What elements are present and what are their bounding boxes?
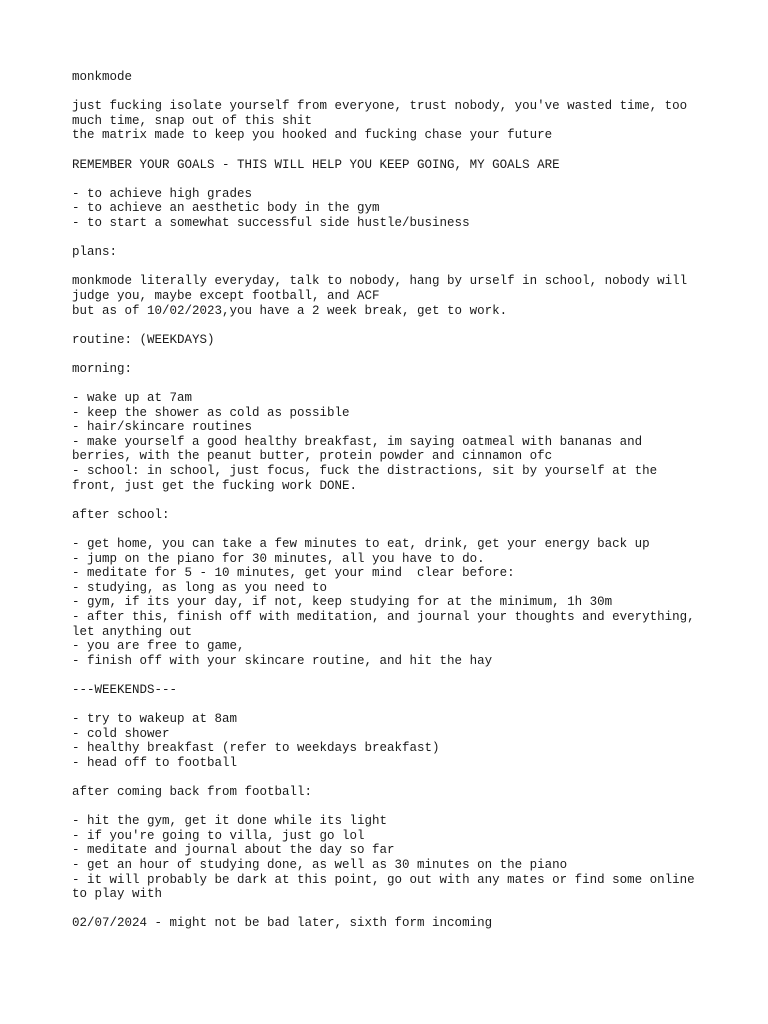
- text-line: - get home, you can take a few minutes to eat, drink, get your energy back up: [72, 537, 650, 551]
- text-line: - to achieve an aesthetic body in the gym: [72, 201, 380, 216]
- paragraph: [72, 916, 712, 931]
- paragraph: [72, 712, 712, 770]
- text-line: - wake up at 7am: [72, 391, 193, 406]
- paragraph: [72, 158, 712, 173]
- text-line: - head off to football: [72, 755, 238, 770]
- paragraph: [72, 508, 712, 523]
- text-line: - studying, as long as you need to: [72, 580, 328, 595]
- text-line: front, just get the fucking work DONE.: [72, 478, 358, 493]
- text-line: - get an hour of studying done, as well as 30 minutes on the piano: [72, 858, 568, 873]
- text-line: just fucking isolate yourself from everyone, trust nobody, you've wasted time, too: [72, 99, 688, 114]
- text-line: much time, snap out of this shit: [72, 113, 313, 128]
- text-line: ---WEEKENDS---: [72, 682, 178, 697]
- text-line: - meditate and journal about the day so far: [72, 843, 395, 858]
- text-line: - it will probably be dark at this point, go out with any mates or find some online: [72, 872, 695, 887]
- text-line: let anything out: [72, 624, 193, 639]
- text-line: - to start a somewhat successful side hustle/business: [72, 215, 470, 230]
- text-line: - healthy breakfast (refer to weekdays breakfast): [72, 741, 440, 756]
- text-line: - to achieve high grades: [72, 186, 253, 201]
- text-line: - after this, finish off with meditation, and journal your thoughts and everything,: [72, 609, 695, 624]
- paragraph: [72, 391, 712, 493]
- text-line: monkmode: [72, 70, 133, 84]
- text-line: - school: in school, just focus, fuck the distractions, sit by yourself at the: [72, 464, 658, 479]
- paragraph: [72, 70, 712, 85]
- paragraph: [72, 683, 712, 698]
- document-page: [72, 70, 712, 946]
- text-line: - finish off with your skincare routine, and hit the hay: [72, 653, 493, 668]
- paragraph: [72, 785, 712, 800]
- text-line: - cold shower: [72, 726, 170, 741]
- text-line: berries, with the peanut butter, protein powder and cinnamon ofc: [72, 449, 553, 464]
- text-line: judge you, maybe except football, and ACF: [72, 288, 380, 303]
- text-line: morning:: [72, 361, 133, 376]
- paragraph: [72, 99, 712, 143]
- paragraph: [72, 537, 712, 668]
- paragraph: [72, 362, 712, 377]
- text-line: plans:: [72, 245, 118, 260]
- text-line: - meditate for 5 - 10 minutes, get your mind clear before:: [72, 566, 515, 581]
- paragraph: [72, 245, 712, 260]
- text-line: - you are free to game,: [72, 639, 245, 654]
- text-line: - gym, if its your day, if not, keep studying for at the minimum, 1h 30m: [72, 595, 613, 610]
- paragraph: [72, 814, 712, 902]
- text-line: after school:: [72, 507, 170, 522]
- paragraph: [72, 333, 712, 348]
- text-line: to play with: [72, 887, 163, 902]
- text-line: the matrix made to keep you hooked and fucking chase your future: [72, 128, 553, 143]
- paragraph: [72, 274, 712, 318]
- text-line: - jump on the piano for 30 minutes, all you have to do.: [72, 551, 485, 566]
- text-line: - hit the gym, get it done while its light: [72, 814, 388, 829]
- text-line: - keep the shower as cold as possible: [72, 405, 350, 420]
- text-line: - hair/skincare routines: [72, 420, 253, 435]
- text-line: REMEMBER YOUR GOALS - THIS WILL HELP YOU KEEP GOING, MY GOALS ARE: [72, 157, 560, 172]
- text-line: - if you're going to villa, just go lol: [72, 828, 365, 843]
- text-line: but as of 10/02/2023,you have a 2 week break, get to work.: [72, 303, 508, 318]
- text-line: - try to wakeup at 8am: [72, 712, 238, 727]
- text-line: 02/07/2024 - might not be bad later, sixth form incoming: [72, 916, 493, 931]
- text-line: - make yourself a good healthy breakfast, im saying oatmeal with bananas and: [72, 434, 643, 449]
- paragraph: [72, 187, 712, 231]
- text-line: monkmode literally everyday, talk to nobody, hang by urself in school, nobody will: [72, 274, 688, 289]
- text-line: routine: (WEEKDAYS): [72, 332, 215, 347]
- text-line: after coming back from football:: [72, 785, 313, 800]
